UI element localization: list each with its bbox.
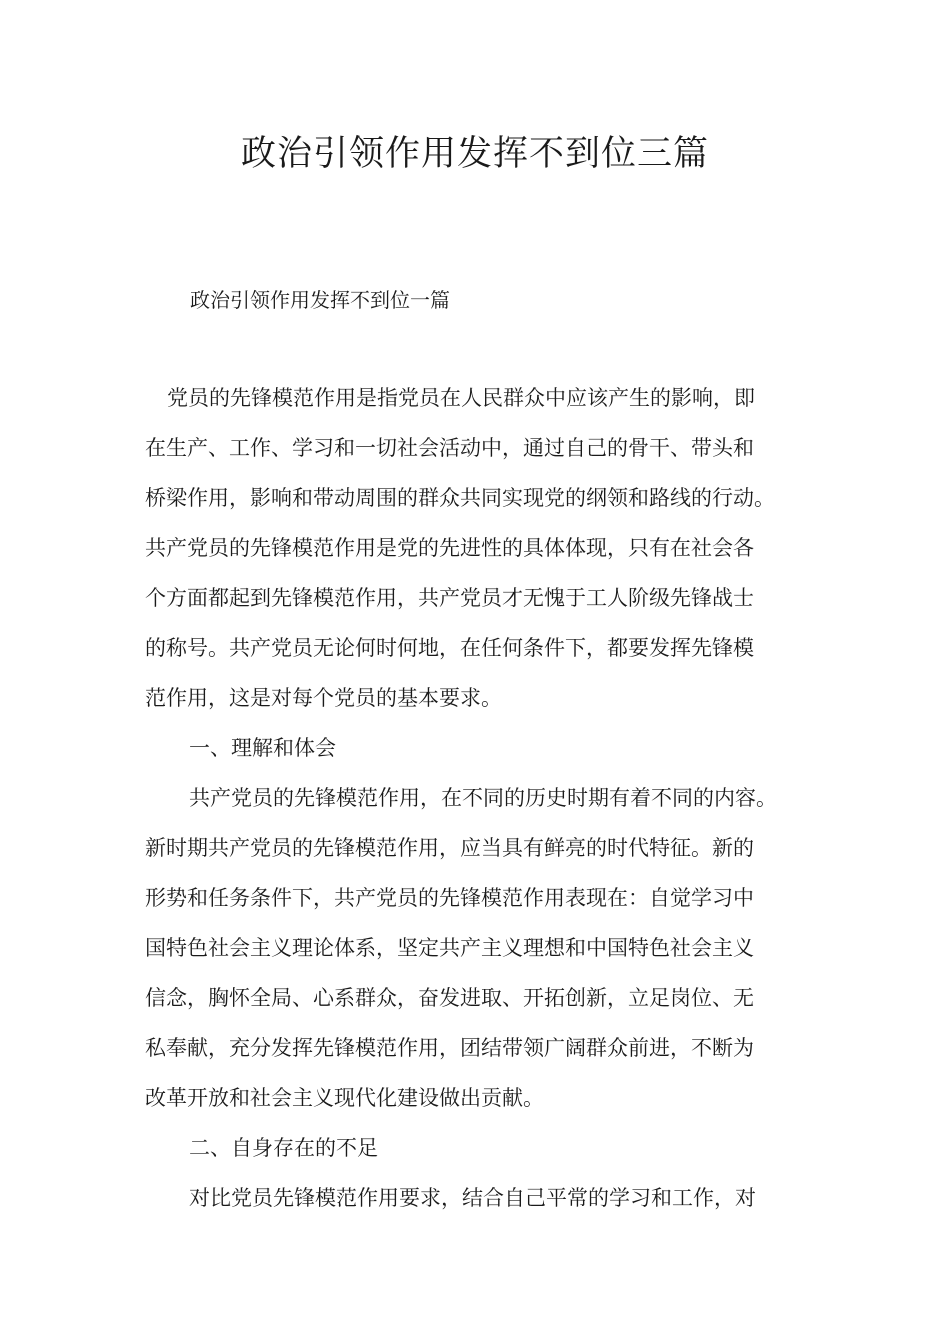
paragraph-line: 共产党员的先锋模范作用，在不同的历史时期有着不同的内容。 <box>189 786 777 810</box>
paragraph-line: 党员的先锋模范作用是指党员在人民群众中应该产生的影响，即 <box>167 386 755 410</box>
paragraph-line: 新时期共产党员的先锋模范作用，应当具有鲜亮的时代特征。新的 <box>145 836 754 860</box>
paragraph-line: 改革开放和社会主义现代化建设做出贡献。 <box>145 1086 544 1110</box>
paragraph-line: 个方面都起到先锋模范作用，共产党员才无愧于工人阶级先锋战士 <box>145 586 754 610</box>
section-subtitle: 政治引领作用发挥不到位一篇 <box>190 288 450 312</box>
paragraph-line: 形势和任务条件下，共产党员的先锋模范作用表现在：自觉学习中 <box>145 886 754 910</box>
document-body <box>145 380 805 1230</box>
document-title: 政治引领作用发挥不到位三篇 <box>240 134 709 174</box>
paragraph-line: 信念，胸怀全局、心系群众，奋发进取、开拓创新，立足岗位、无 <box>145 986 754 1010</box>
paragraph-line: 对比党员先锋模范作用要求，结合自己平常的学习和工作，对 <box>189 1186 756 1210</box>
paragraph-line: 的称号。共产党员无论何时何地，在任何条件下，都要发挥先锋模 <box>145 636 754 660</box>
section-heading: 二、自身存在的不足 <box>189 1136 378 1160</box>
paragraph-line: 国特色社会主义理论体系，坚定共产主义理想和中国特色社会主义 <box>145 936 754 960</box>
paragraph-line: 私奉献，充分发挥先锋模范作用，团结带领广阔群众前进，不断为 <box>145 1036 754 1060</box>
section-heading: 一、理解和体会 <box>189 736 336 760</box>
paragraph-line: 桥梁作用，影响和带动周围的群众共同实现党的纲领和路线的行动。 <box>145 486 775 510</box>
paragraph-line: 共产党员的先锋模范作用是党的先进性的具体体现，只有在社会各 <box>145 536 754 560</box>
paragraph-line: 范作用，这是对每个党员的基本要求。 <box>145 686 502 710</box>
paragraph-line: 在生产、工作、学习和一切社会活动中，通过自己的骨干、带头和 <box>145 436 754 460</box>
